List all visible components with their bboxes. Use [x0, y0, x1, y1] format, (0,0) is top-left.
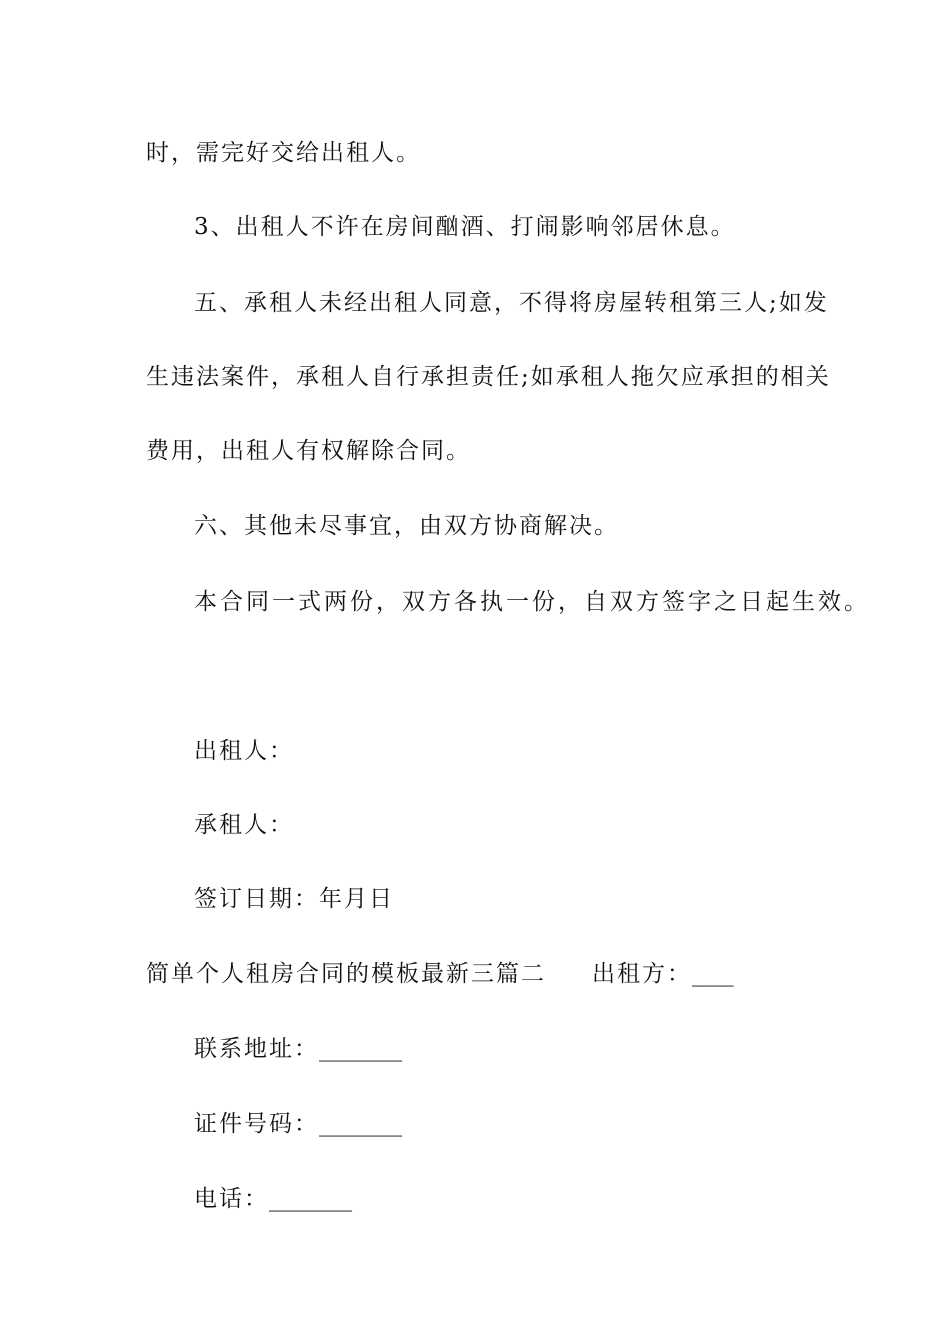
section-2-heading-line [146, 959, 734, 989]
contact-address-blank: ______ [319, 1036, 403, 1062]
phone-label: 电话： [194, 1186, 269, 1212]
clause-3-noise: 3、出租人不许在房间酗酒、打闹影响邻居休息。 [194, 214, 736, 240]
lessor-signature-label: 出租人： [194, 738, 294, 764]
phone-blank: ______ [269, 1186, 353, 1212]
id-number-label: 证件号码： [194, 1111, 319, 1137]
contact-address-line [194, 1034, 402, 1064]
contact-address-label: 联系地址： [194, 1036, 319, 1062]
section-2-title: 简单个人租房合同的模板最新三篇二 [146, 961, 546, 987]
clause-5-sublet: 五、承租人未经出租人同意，不得将房屋转租第三人;如发 [194, 290, 829, 316]
lessee-signature-label: 承租人： [194, 812, 294, 838]
phone-line [194, 1184, 352, 1214]
lessor-party-label: 出租方： [592, 961, 692, 987]
contract-copies-statement: 本合同一式两份，双方各执一份，自双方签字之日起生效。 [194, 589, 870, 615]
signing-date-label: 签订日期：年月日 [194, 886, 394, 912]
clause-5-continued: 生违法案件，承租人自行承担责任;如承租人拖欠应承担的相关 [146, 364, 831, 390]
clause-5-end: 费用，出租人有权解除合同。 [146, 438, 471, 464]
id-number-line [194, 1109, 402, 1139]
lessor-party-blank: ___ [692, 961, 734, 987]
id-number-blank: ______ [319, 1111, 403, 1137]
clause-6-other: 六、其他未尽事宜，由双方协商解决。 [194, 513, 619, 539]
paragraph-line: 时，需完好交给出租人。 [146, 140, 421, 166]
